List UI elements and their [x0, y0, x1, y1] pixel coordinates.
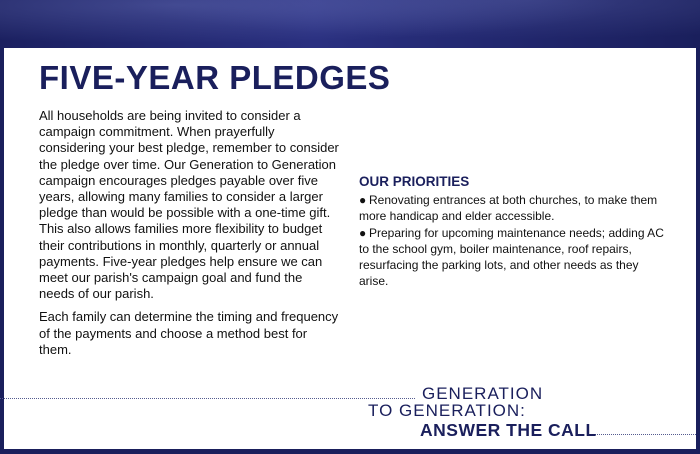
priorities-section [359, 174, 669, 290]
priority-item [359, 192, 669, 224]
priority-item [359, 225, 669, 289]
priorities-list [359, 192, 669, 289]
divider-line-right [592, 434, 696, 435]
content-panel [4, 48, 696, 449]
divider-line-left [0, 398, 415, 399]
logo-line-2: TO GENERATION: [368, 401, 526, 420]
bullet-icon: ● [359, 193, 367, 207]
logo-line-3: ANSWER THE CALL [420, 420, 597, 440]
banner-texture [0, 0, 700, 50]
priority-text: Preparing for upcoming maintenance needs; adding AC to the school gym, boiler maintenance, roof repairs, resurfacing the parking lots, and other needs as they arise. [359, 226, 664, 288]
body-text [39, 108, 339, 365]
header-banner [0, 0, 700, 50]
priorities-heading: OUR PRIORITIES [359, 174, 470, 189]
body-paragraph: All households are being invited to consider a campaign commitment. When prayerfully considering your best pledge, remember to consider the pledge over time. Our Generation to Generation campaign encourages pledges payable over five years, allowing many families to consider a larger pledge than would be possible with a one-time gift. This also allows families more flexibility to budget their contributions in monthly, quarterly or annual payments. Five-year pledges help ensure we can meet our parish's campaign goal and fund the needs of our parish. [39, 108, 339, 302]
bullet-icon: ● [359, 226, 367, 240]
body-paragraph: Each family can determine the timing and frequency of the payments and choose a method best for them. [39, 309, 339, 357]
page-title: FIVE-YEAR PLEDGES [39, 59, 391, 96]
priority-text: Renovating entrances at both churches, to make them more handicap and elder accessible. [359, 193, 658, 223]
logo-line-1: GENERATION [422, 384, 544, 403]
